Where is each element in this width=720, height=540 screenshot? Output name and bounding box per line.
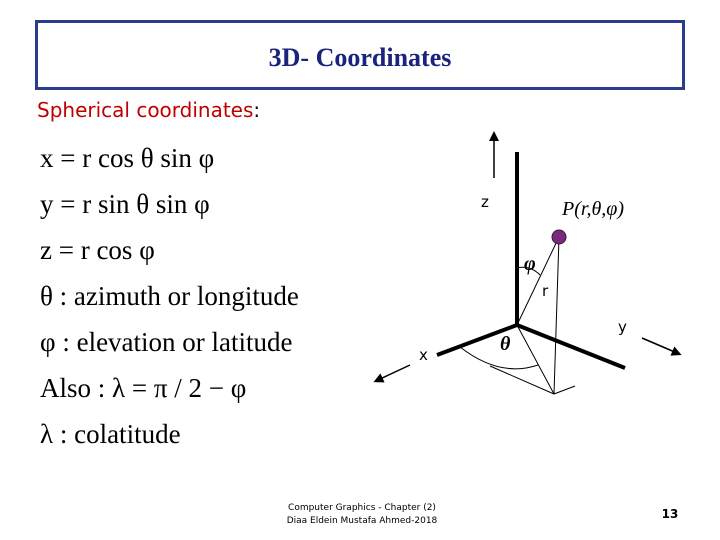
formula-colatitude: λ : colatitude xyxy=(40,419,181,449)
formula-lambda: Also : λ = π / 2 − φ xyxy=(40,373,247,403)
formula-y: y = r sin θ sin φ xyxy=(40,189,210,219)
y-direction-arrow xyxy=(642,338,677,353)
y-axis xyxy=(517,325,625,368)
projection-line-floor xyxy=(517,325,554,394)
theta-arc xyxy=(460,347,538,369)
slide-title: 3D- Coordinates xyxy=(268,43,452,72)
projection-line-x xyxy=(490,366,554,394)
page-number: 13 xyxy=(661,507,679,521)
x-direction-arrow xyxy=(378,365,410,380)
section-heading-colon: : xyxy=(253,98,261,122)
projection-line-vertical xyxy=(554,237,559,394)
theta-label: θ xyxy=(500,333,511,355)
footer xyxy=(262,502,462,528)
phi-label: φ xyxy=(524,253,536,275)
formula-theta-def: θ : azimuth or longitude xyxy=(40,281,299,311)
section-heading-text: Spherical coordinates xyxy=(37,98,254,122)
x-label: x xyxy=(419,346,428,364)
point-label: P(r,θ,φ) xyxy=(562,198,624,220)
point-p xyxy=(552,230,566,244)
footer-line-1: Computer Graphics - Chapter (2) xyxy=(288,503,436,513)
formula-x: x = r cos θ sin φ xyxy=(40,143,215,173)
formula-z: z = r cos φ xyxy=(40,235,155,265)
footer-line-2: Diaa Eldein Mustafa Ahmed-2018 xyxy=(286,516,438,526)
y-label: y xyxy=(618,318,627,336)
formula-phi-def: φ : elevation or latitude xyxy=(40,327,293,357)
projection-line-y xyxy=(554,386,575,394)
r-vector xyxy=(517,237,559,325)
z-label: z xyxy=(481,193,489,211)
r-label: r xyxy=(542,282,549,300)
